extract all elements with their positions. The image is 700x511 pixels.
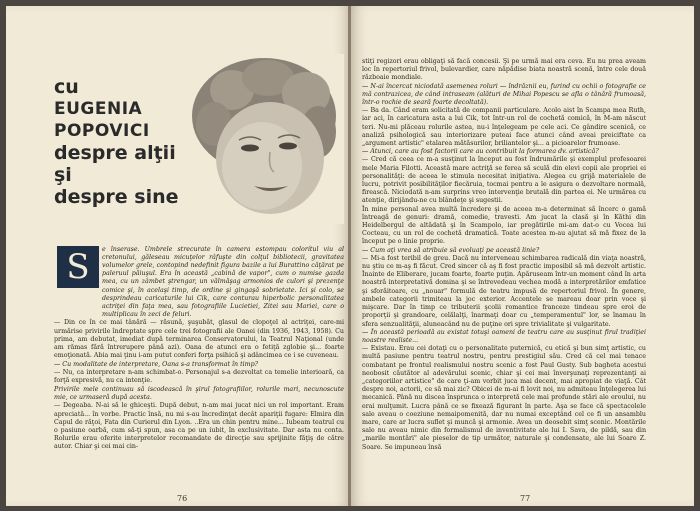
paragraph: — Nu, ca interpretare n-am schimbat-o. Personajul s-a dezvoltat ca temelie interioară, ca forţă expresivă, nu ca intenţie. — [54, 369, 344, 385]
paragraph: — Ba da. Când eram solicitată de companii particulare. Acolo aist în Scampa mea Ruth, iar aci, în caricatura asta a lui Cik, tot într-un rol de cochetă comică, în M-am născut teri. Nu-mi plăceau rolurile astea, nu-i înţelegeam pe cele aci. Ce gândire scenică, ce analiză psihologică sau interiorizare puteai face atunci când aveai preiciftate ca „argument artistic" etalarea mătăsurilor, briliantelor şi... a picioarelor frumoase. — [362, 107, 646, 148]
paragraph: — Degeaba. N-ai să le ghiceşti. După debut, n-am mai jucat nici un rol important. Eram apreciată... în vorbe. Practic însă, nu mi s-au încredinţat decât apariţii fugare: Elmira din Capul de răţoi, Fata din Curierul din Lyon. ..Era un chin pentru mine... Iubeam teatrul cu o pasiune oarbă, cum să-ţi spun, asa ca pe un iubit, în exclusivitate. Dar asta nu conta. Rolurile erau oferite interpretelor recomandate de direcţie sau sprijinite făţiş de către autor. Chiar şi cei mai cin- — [54, 402, 344, 451]
question: Privirile mele continuau să iscodească în şirul fotografiilor, rolurile mari, necunoscute mie, ce urmaseră după acesta. — [54, 385, 344, 402]
paragraph: — Din ce în ce mai tânără — răsună, şuşubăt, glasul de clopoţel al actriţei, care-mi urmărise privirile îndreptate spre cele trei fotografii ale Oanei (din 1936, 1943, 1958). Cu prima, am debutat, imediat după terminarea Conservatorului, la Teatrul Naţional (unde am rămas fără întrerupere până azi). Oana de atunci era o fetiţă zglobie şi... foarte emoţionată. Abia mai ţinu i-am putut conferi forţa psihică şi adâncimea ce i se cuveneau. — [54, 319, 344, 360]
title-line-4: şi — [54, 164, 72, 186]
question: — Cum aţi vrea să atribuie să evoluaţi pe această linie? — [362, 246, 540, 254]
question: — Cu modalitate de interpretare, Oana s-a transformat în timp? — [54, 360, 258, 368]
title-line-3: despre alţii — [54, 142, 176, 164]
paragraph: În mine personal avea multă încredere şi de aceea m-a determinat să încerc o gamă întreagă de genuri: dramă, comedie, travesti. Am jucat la clasă şi în Kăthi din Heidelbergul de altădată şi în Scampolo, iar pregătirile mi-am dat-o cu Vocea lui Cocteau, cu un rol de cochetă dramatică. Toate acestea m-au ajutat să mă fixez de la început pe o linie proprie. — [362, 205, 646, 246]
paragraph: stiţi regizori erau obligaţi să facă concesii. Şi pe urmă mai era ceva. Eu nu prea aveam loc în repertoriul frivol, bulevardier, care năpădise biata noastră scenă, între cele două războaie mondiale. — [362, 58, 646, 82]
portrait-photo — [184, 54, 344, 224]
drop-cap: S — [57, 246, 99, 288]
question: — Atunci, care au fost factorii care au contribuit la formarea dv. artistică? — [362, 148, 599, 156]
title-line-1: cu — [54, 76, 79, 98]
paragraph: — Mi-a fost teribil de greu. Dacă nu interveneau schimbarea radicală din viaţa noastră, nu ştiu ce m-aş fi făcut. Cred sincer că aş fi fost practic imposibil să mă dezvolt artistic. Înainte de Eliberare, jucam foarte, foarte puţin. Apăruseam într-un moment când în arta noastră interpretativă domina şi se întrevedeau vechea modă a interpretărilor emfatice şi sforăitoare, cu „nouar" formulă de teatru impusă de repertoriul frivol. În genere, ambele categorii trimiteau la joc exterior. Accentele se mareau doar prin voce şi mişcare. Dar în timp ce tributerii şcolii romantice franceze tindeau spre eroi de proporţii şi grandoare, celălalţi, înarmaţi doar cu „temperamentul" lor, se înamau în sfera senzualităţii, aluneacând nu de puţine ori spre trivialitate şi vulgaritate. — [362, 254, 646, 328]
question: — În această perioadă au existat totuşi oameni de teatru care au susţinut firul tradiţiei noastre realiste... — [362, 328, 646, 344]
paragraph: — Existau. Erau cei dotaţi cu o personalitate puternică, cu etică şi bun simţ artistic, cu multă pasiune pentru teatrul nostru, pentru prestigiul său. Cred că cel mai tenace combatant pe frontul realismului nostru scenic a fost Paul Gusty. Sub bagheta acestui neobosit căutător al adevărului scenic, chiar şi cei mai înverşunaţi reprezentanţi ai „categoriilor artistice" de care ţi-am vorbit juca mai decent, mai apropiat de viaţă. Cât despre noi, actorii, ce să mai zic? Obicei de m-ai fi lovit noi, nu admiteau înţelegerea lui mecanică. Până nu discea însprunca o interpretă cele mai profunde stări ale eroului, nu erai mulţumit. Lucra până ce se fixează figurant în parte. Aşa se face că spectacolele sale aveau o coeziune nemaipomenită, dar nu numai exceptând cel ce fi un ansamblu mare, care ar lucra suflet şi muncă şi armonie. Avea un deosebit simţ scenic. Montările sale nu aveau nimic din formalismul de inventivitate ale lui I. Sava, de pildă, sau din „marile montări" ale pieselor de tip următor, naturale şi condensate, ale lui Soare Z. Soare. Se impuneau însă — [362, 345, 646, 451]
page-number-right: 77 — [520, 494, 531, 503]
right-text-column — [362, 58, 646, 452]
left-page — [6, 6, 350, 506]
title-name: EUGENIA POPOVICI — [54, 99, 150, 141]
intro-paragraph: e înserase. Umbrele strecurate în camera estompau colorítul viu al cretonului, găleseau micuţelor râfuşte din colţul bibliotecii, gravitatea volumelor grele, contopind nedefinit figura bazile a lui Burattino căţărat pe paleruul păiuşul. Era în această „cabină de vapor", cum o numise gazda mea, cu un zâmbet ştrengar, un vălmăşag armonios de culori şi prezenţe comice şi, în acelaşi timp, de ordine şi gingaşă sobrietate. Ici şi colo, se desprindeau caricaturile lui Cik, care conturau hiperbolic personalitatea actriţei din faţa mea, sau fotografiile Lucietiei, Zitei sau Mariei, care o multiplicau în zeci de feluri. — [102, 245, 344, 319]
title-line-5: despre sine — [54, 186, 179, 208]
paragraph: — Cred că ceea ce m-a susţinut la început au fost îndrumările şi exemplul profesoarei mele Maria Filotti. Această mare actriţă se ferea să sculă din elevi copii ale propriei ei personalităţi: de aceea le stimula necesitat iniţiativa. Alegea cu grijă materialele de lucru, potrivit posibilităţilor fiecăruia, tocmai pentru a le asigura o dezvoltare normală, firească. Niciodată n-am surprins vreo intervenţie brutală din partea ei. Ne urmărea cu atenţie, dirijându-ne cu blândeţe şi sugestii. — [362, 156, 646, 205]
page-number-left: 76 — [177, 494, 188, 503]
left-text-column — [54, 245, 344, 452]
question: — N-ai încercat niciodată asemenea roluri — îndrăznii eu, furind cu ochii o fotografie ce mă contrazicea, de când intraseam (alături de Mihai Popescu se afla o tânără frumoasă, într-o rochie de seară foarte decoltată). — [362, 82, 646, 107]
